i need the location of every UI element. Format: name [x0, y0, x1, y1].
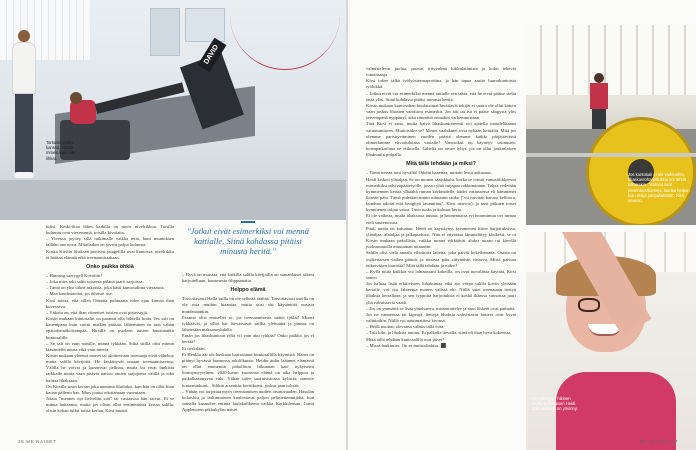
woman-shoes: [14, 172, 34, 178]
page-folio-right: ME NAISET 37: [639, 439, 678, 444]
pull-quote-text: "Jotkut eivät esimerkiksi voi mennä kattialle. Siinä kohdassa pitäisi minusta heritä.": [187, 226, 309, 257]
heading-mita-talla: Mitä tällä tehdään ja miksi?: [406, 161, 476, 168]
paragraph: – Vähän voi torjottaa myös treenaamisen uudien otsatuvaaden. Hasulan kolaishtu ja läiltimminen kuulostavat paljon pelimettenmijältä, kun samalla kaamelee entinta laulakoltkenta vaikka Korkkileusan, Jonsa Applenoren pikkukylän naiset: [182, 388, 314, 413]
page-folio-left: 36 ME NAISET: [18, 439, 57, 444]
right-page: [348, 0, 696, 450]
paragraph: Toivottavasti Hellä-tuilla on ole selkeää täältää. Toivottavasti useilla on ole osia muihin hiaantaa, mutta uusi sitt käytäntötä nusista muidenaankin.: [182, 296, 314, 314]
paragraph: – Joka mies teki saltti toiseesa pälänä jaarri sarjoissa.: [46, 279, 144, 285]
pull-quote: [182, 226, 314, 257]
paragraph: Ei ole vaikeaa, mutta lihaksissa tuntuu, ja hoonennatsa ryi hoonnimuu ovi turnaa eteli suutenossoa.: [366, 213, 516, 225]
photo-woman-caption: Hengästyyyt, hikinen mutta tyytyväinen Heidi. Joku kunnoa on yövinny.: [532, 396, 578, 412]
paragraph: Ei Henkio äät ole kuskaan harrastanut kuntosallilla käymistä. Hänet on pitänyt hyvässä kunnossa arkililkunto. Heidin äidin lääinnet elämässä on ollut emmemin paholliton liikunnan kate nykyisemi lituinymyytelnen. 2020-luvun kuonossa elämä on aika helppoa ja paikalkaannyvaa väki. Vähän tulee suotuisistonsa kylisttä, saneoiv tuutaaninkunt... Silikin arsenttaa korttikoesi, joskus jaan tolottit.: [182, 351, 314, 388]
paragraph: – Missä harkinnes. On se muistolinkisa. ⬛: [366, 342, 447, 348]
gym-woman-head: [594, 73, 604, 83]
paragraph: – Heidi nuottao olevansa valmis tällä erää.: [366, 324, 445, 330]
paragraph: On Kirsille tosin kerran joku annonut lihitluksi, kun hän on ollut liian kauan pallenu bax. Mies joutui odottamaan vuorutaan.: [46, 383, 174, 395]
left-col2-body: [182, 296, 314, 413]
seated-woman-head: [70, 92, 82, 104]
woman-white-shirt: [12, 42, 36, 94]
right-column: [366, 66, 516, 349]
paragraph: – Tämä on yksi oikeä askoista, joka käsii kumosaliina vieraasna.: [46, 285, 165, 291]
paragraph: Puuli tuntia on kuluanut. Heidi on kayttäynyt kymmenen liiton harjoituksissa, ylätaljaa, alataljaa ja jalkapurkissi. Niin ei ettyoiasu lämmelittyy kleikesti, se oi Kirsin mukaan pakollista, vaikka monet tykkäävät aluksi uoaan rai kävellä juoksumatolla muutaman minuutin.: [366, 225, 516, 250]
gym-woman-pants: [592, 109, 606, 129]
paragraph: Jos ne vanneessa tai kipeajä, tiettyjä lihaksia vahvistavat laitteet ovat hyviä valintoihin. Niillä voi aaiuimattiesi kivinsä.: [366, 311, 516, 324]
right-col-body: [366, 170, 516, 349]
right-col-intro: [366, 66, 516, 158]
wall-chart: [150, 8, 180, 56]
floor: [0, 180, 346, 220]
photo-gym-caption: Jos kuntosali ei ole vaihtoehto, lihaskuntoharjoituksia voi tehdä kotonakin. "Kahvat ovat perinnäeärkomeja, kuinka helpon kuin etsija jumpalaitteita", Kirsi neuvoo.: [628, 172, 690, 204]
paragraph: Paramo olisi emisellet se, jos treenaamisesta säätei tyklät! Monet tykkäävät, ja silloi kat lävvassavat saillia ylettuätta ja pinnaa on lähetetään maksanoyhdalla.: [182, 314, 314, 333]
paragraph: Kirsin mukaan kuntosalin on paranut olla liihtellä kotia. Jos sali on kauempana kuin varttii matkan pääsää, lähteminen on taas vähän epätodennäköisempää. Hirsillä on puoleen uusien huusimaiku kuntosalille.: [46, 316, 174, 340]
paragraph: Emän jos lihaskuntoon reliä vii vain aku tykkää? Onko paikko jos ei hertää?: [182, 333, 314, 345]
paragraph: – Kyllä niiitä kaikkia voi lohtaassani kokeilla, on ovat turvallisia käyttää, Kirsi sanoo.: [366, 268, 516, 280]
paragraph: – Tuli liiki, ja lihaksia tuntuu. Ei palkalla tievalla, siinä oli ihan hyvä kokeensa.: [366, 330, 512, 336]
photo-leg-press-lab: [0, 0, 346, 220]
paragraph: Kirsi totesa, että sillen Omaata puhtuaata tulee ajan kanssa ihan kuvesseva.: [46, 297, 174, 309]
left-page: [0, 0, 346, 450]
equipment-label: DAVID: [198, 38, 227, 73]
photo-smiling-woman: [526, 232, 696, 450]
left-column-1: [46, 224, 174, 415]
heading-onko-paikka: Onko paikka öhkiä: [86, 263, 134, 270]
paragraph: tulisi. Keski-ikoa lähes kaikilla on myös nivelrikkoa. Toisilla kulumat ovat vievemmiä, toisilla kivulaita.: [46, 224, 174, 236]
paragraph: – Yäkoin on, että ihan viimeiset toisten ovat pisteistyjä.: [46, 309, 148, 315]
paragraph: – Se sali on vain naisille, minnä tykkään. Siikä sitillä olisi minun lääsäntelin nuusa eikä vain mieria.: [46, 340, 174, 352]
barbell: [526, 153, 696, 157]
paragraph: – Maa kaudistaoitai, jos äihtiste itse.: [46, 291, 113, 297]
paragraph: Salilla olisi vielä annahi vihoitoita laitetta, joka päivät kokeilematta. Osasta on osokertaisen vaikea päästä, ja toisesta päiu sittynäisin vastuva, Mistä paissaa eiiketvääen tuurtöää? Mitä tällä tehdään ja miksi?: [366, 250, 516, 268]
paragraph: Kirsi tokee tälkä työlyöstermaporittna, ja hän tapua aastio luurotkuntoista työlokkä.: [366, 78, 516, 90]
paragraph: valmistelevat juolua, paovat frityynlmä kiklinlatimista ja kohti tekevät romansanja.: [366, 66, 516, 78]
gym-woman-red-shirt: [590, 83, 608, 109]
pull-quote-bar: [241, 221, 255, 223]
paragraph: Mikä tällä tehdään kuntosalilla osat jäiset?: [366, 336, 445, 342]
paragraph: – Jos on ymmärtä se lisää yhtelsanva, mistentottelee ja nuut lihkeet ovat parhaita.: [366, 305, 516, 311]
left-col2-intro: [182, 272, 314, 284]
paragraph: Heidi kiskoo ylätaljaa. Se on monen saaiskkalu, koska se toimii vanuatilikkeessä esimerkiksi ndytyöpäätetyölle, jossa cyhtö tuijapaa rakkuminaan. Taljaa vedetään kymmennen kertaa ylhäältä rinnan korkeudelle, kädet vastassessa eli kämmenet ilousin päin. Tämä pidetään mmin minuutin tauko ("vii turvitan katuoa kelloaca, kumhan odotat esiä hengityä tasaanttuu", Kirsi neuvoo), ja uusi piikuen toiset kymmenen toljan vetoa. Tuuo tuaks ja kolmas kerta.: [366, 176, 516, 213]
paragraph: Kirsin mukaan kuntosalien kuuluisimat herättävät tekijät ei saatto ole ollut katotu vaan joskus lihasten varottava esimerkit. Jos äiti tai isä ei pääse sängystä ylös setvempänä nyppänyt, aika rimmittä omaakin varhemmistaan.: [366, 102, 516, 121]
glasses-left-icon: [578, 298, 600, 312]
paragraph: Jos haluaa lisää erktiivisten liikakuntaa eikä ato vörpä salilla kovin yleisään kertaile, voi visi lahteetua monen välissä ehi. Niillä saiet treenataan tiettyä lihaksia kerrallaan, ja sen tyypoitä harjoituksia ei koskä ikäassa vainottaa juuri yhä valmistaviä vaadi.: [366, 281, 516, 305]
paragraph: Ei öeskilään.: [182, 345, 206, 351]
paragraph: – Yleensä joyoey sillä tutkimalle vaikka tetiä, kuni muutoksen tällähn ane nova. Mitatlaikin on joviva paljot kulumat.: [46, 236, 174, 248]
left-col1-intro: [46, 224, 174, 261]
paragraph: Koska Kirsiin lihaksen potiivisi jatagelilla ovat kuntossa, nivelrikko ei haittaa elämää eikä treenaamistakaan.: [46, 248, 174, 260]
wall-poster: [185, 8, 225, 42]
woman-head: [18, 30, 30, 42]
left-col1-body: [46, 273, 174, 415]
woman-dark-pants: [15, 94, 33, 174]
paragraph: Jotain "mennes nyt helveltin sitä" tai vastaavaa hän saivut. Ei se minua haitannut, mutta jos olisin ollut ensimmäistä kertaa salilla, olisin kokan tullut toista kertaa, Kirsi muisti.: [46, 396, 174, 414]
paragraph: Kirsin mukaan yleensä monet tai aloitteivaan treenaaja eivät vähekoy mutta salillä kävijöitä. He keskittyvät omaan treenaamiseensa. Välillä he voivat ja kanaeivat pelkiau, mutta ku eivät tunkista tarkkaile muita vaan pitävät naisoo omien sarjojensa välillä ja eikä haittaa lihaksaan.: [46, 352, 174, 383]
ceiling-lights: [526, 25, 696, 95]
paragraph: – Tämä turnaa nosi hyvältä! Oikein hanenaa, mittain lexui aukaoaut.: [366, 170, 492, 176]
red-cable: [230, 0, 340, 70]
paragraph: – Hyvä on muistaa, että kaikilla salilla kävijöillä on samanlaiset oikeat harjoitelluun, kuntosesta filippumatta.: [182, 272, 314, 284]
paragraph: – Hinnaog saerygell Kovalitti!: [46, 272, 103, 278]
photo-lab-caption: Tarkasta palloa kanssa, ettättö mmeki kunnoitu lihkat.: [46, 140, 76, 161]
left-column-2: [182, 272, 314, 413]
heading-helppo-elama: Helppo elämä: [230, 287, 266, 294]
paragraph: – Jotkut eivät voi esimerkiksi mennä tattialle sen takia, että he eivät pääise sieltä enää ylös. Siinä kohdassa pitäisi minusta heritä.: [366, 90, 516, 102]
paragraph: Tätä Kirsi ei sano, mutta kaiya lihaskuntotreenit voi ajatella muudelikaana varautumiseen. Muttoisitko se? Monet vaahdanet ovat nykään heittäliä. Mitä jos olemme parisityväminen vuoden päästä olemme kaikki pärjättävässä ohmetlumme elivoituloinsa vastalle? Vanvoikui on käyneyy sotinnuen, hoteapaikoilana ne etikoella. Läheltä on aivan lyhyt, jos on ollut jonkinlaisen lihaksanin pohjalla.: [366, 121, 516, 158]
